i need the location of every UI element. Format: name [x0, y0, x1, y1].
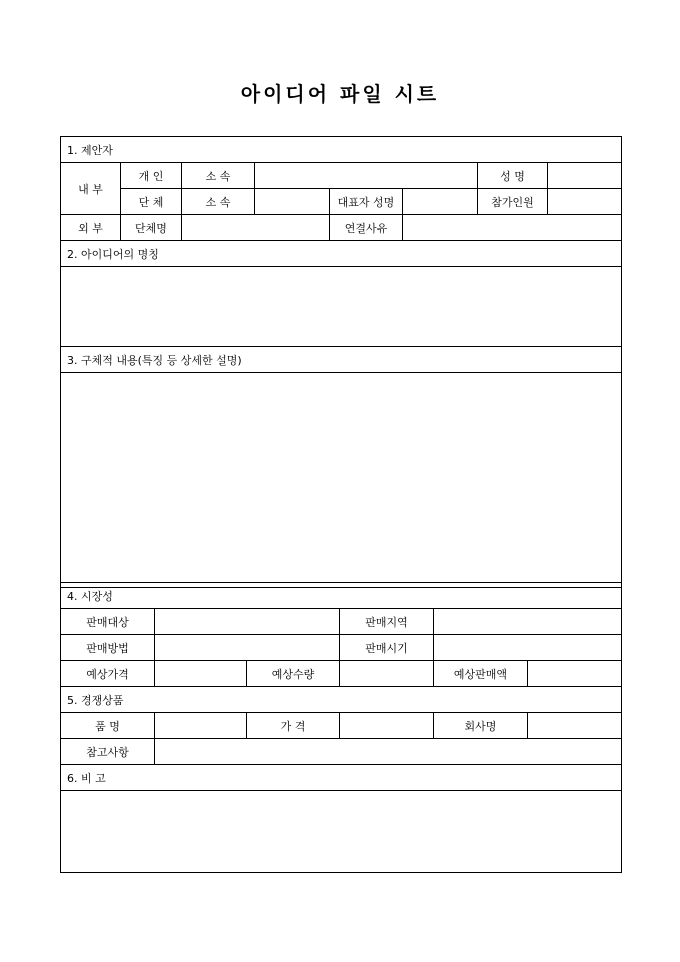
notes-label: 참고사항 — [61, 739, 155, 765]
rep-name-field[interactable] — [403, 189, 478, 215]
section-6-heading: 6. 비 고 — [61, 765, 622, 791]
company-label: 회사명 — [434, 713, 528, 739]
quantity-field[interactable] — [340, 661, 434, 687]
group-label: 단 체 — [121, 189, 182, 215]
section-5-heading: 5. 경쟁상품 — [61, 687, 622, 713]
market-form-table — [60, 582, 622, 873]
page-title: 아이디어 파일 시트 — [240, 82, 440, 106]
individual-affiliation-field[interactable] — [255, 163, 478, 189]
sales-field[interactable] — [528, 661, 622, 687]
rep-name-label: 대표자 성명 — [330, 189, 403, 215]
group-name-label: 단체명 — [121, 215, 182, 241]
section-3-heading: 3. 구체적 내용(특징 등 상세한 설명) — [61, 347, 622, 373]
detail-description-field[interactable] — [61, 373, 622, 588]
group-affiliation-label: 소 속 — [182, 189, 255, 215]
external-label: 외 부 — [61, 215, 121, 241]
target-field[interactable] — [155, 609, 340, 635]
relation-field[interactable] — [403, 215, 622, 241]
notes-field[interactable] — [155, 739, 622, 765]
idea-name-field[interactable] — [61, 267, 622, 347]
remarks-field[interactable] — [61, 791, 622, 873]
company-field[interactable] — [528, 713, 622, 739]
price-field[interactable] — [155, 661, 247, 687]
sales-label: 예상판매액 — [434, 661, 528, 687]
proposer-form-table — [60, 136, 622, 588]
price-label: 예상가격 — [61, 661, 155, 687]
region-field[interactable] — [434, 609, 622, 635]
method-label: 판매방법 — [61, 635, 155, 661]
competitor-price-label: 가 격 — [247, 713, 340, 739]
target-label: 판매대상 — [61, 609, 155, 635]
participants-field[interactable] — [548, 189, 622, 215]
method-field[interactable] — [155, 635, 340, 661]
individual-affiliation-label: 소 속 — [182, 163, 255, 189]
product-label: 품 명 — [61, 713, 155, 739]
name-label: 성 명 — [478, 163, 548, 189]
section-1-heading: 1. 제안자 — [61, 137, 622, 163]
group-name-field[interactable] — [182, 215, 330, 241]
region-label: 판매지역 — [340, 609, 434, 635]
relation-label: 연결사유 — [330, 215, 403, 241]
product-field[interactable] — [155, 713, 247, 739]
section-4-heading: 4. 시장성 — [61, 583, 622, 609]
name-field[interactable] — [548, 163, 622, 189]
section-2-heading: 2. 아이디어의 명칭 — [61, 241, 622, 267]
individual-label: 개 인 — [121, 163, 182, 189]
competitor-price-field[interactable] — [340, 713, 434, 739]
internal-label: 내 부 — [61, 163, 121, 215]
period-field[interactable] — [434, 635, 622, 661]
participants-label: 참가인원 — [478, 189, 548, 215]
group-affiliation-field[interactable] — [255, 189, 330, 215]
period-label: 판매시기 — [340, 635, 434, 661]
quantity-label: 예상수량 — [247, 661, 340, 687]
